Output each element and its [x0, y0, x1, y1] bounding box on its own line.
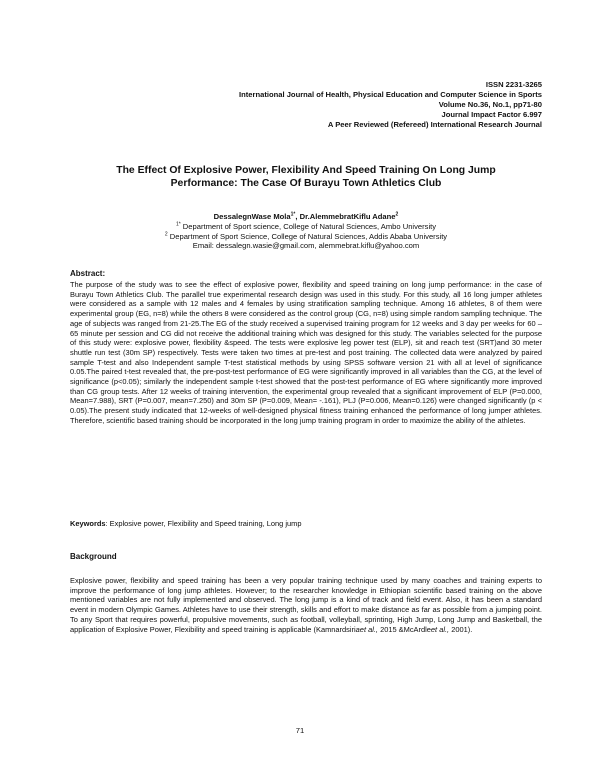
citation-mid: 2015 &McArdle [378, 624, 431, 634]
affiliation-2 [70, 232, 542, 242]
background-paragraph: Explosive power, flexibility and speed training has been a very popular training technique used by many coaches and training experts to improve the performance of long jump athletes. However; to the researcher knowledge in Ethiopian scientific based training on the above mentioned variables are not fully implemented and observed. The long jump is a kind of track and field event. Also, it has been a standard event in modern Olympic Games. Athletes have to use their strength, skills and effort to make distance as far as possible from a jumping point. To any Sport that requires powerful, propulsive movements, such as football, volleyball, sprinting, High Jump, Long Jump and Basketball, the application of Explosive Power, Flexibility and speed training is applicable (Kamnardsiri [70, 576, 542, 634]
impact-factor: Journal Impact Factor 6.997 [441, 110, 542, 119]
peer-review-note: A Peer Reviewed (Refereed) International Research Journal [327, 120, 542, 129]
journal-volume: Volume No.36, No.1, pp71-80 [438, 100, 542, 109]
citation-end: 2001). [449, 624, 473, 634]
author-block [70, 212, 542, 251]
citation-2-etal: et al., [430, 624, 450, 634]
title-line-2: Performance: The Case Of Burayu Town Athletics Club [170, 178, 442, 189]
author-names [70, 212, 542, 222]
background-text [70, 576, 542, 634]
affiliation-1 [70, 222, 542, 232]
abstract-heading: Abstract: [70, 269, 106, 278]
title-line-1: The Effect Of Explosive Power, Flexibility And Speed Training On Long Jump [116, 165, 496, 176]
background-heading: Background [70, 552, 117, 561]
author-1: DessalegnWase Mola [213, 212, 291, 221]
author-separator: , [295, 212, 300, 221]
issn: ISSN 2231-3265 [485, 80, 542, 89]
journal-header [239, 80, 542, 130]
author-1-sup: 1* [290, 211, 296, 218]
keywords-text: : Explosive power, Flexibility and Speed training, Long jump [105, 519, 302, 528]
citation-1-etal: aet al., [355, 624, 378, 634]
abstract-text: The purpose of the study was to see the effect of explosive power, flexibility and speed training on long jump performance: in the case of Burayu Town Athletics Club. The parallel true experimental research design was used in this study. For this study, all 16 long jumper athletes were considered as a sample with 12 males and 4 females by using stratification sampling technique. Among 16 athletes, 8 of them were experimental group (EG, n=8) while the others 8 were considered as the control group (CG, n=8) using simple random sampling technique. The age of subjects was ranged from 21-25.The EG of the study received a supervised training program for 12 weeks and 3 day per weeks for 60 – 65 minute per session and CG did not receive the additional training which was designed for this study. The variables selected for the purpose of this study were: explosive power, flexibility &speed. The tests were explosive leg power test (ELP), sit and reach test (SRT)and 30 meter shuttle run test (30m SP) respectively. Tests were taken two times at pre-test and post training. The collected data were analyzed by paired sample T-test and also Independent sample T-test statistical methods by using SPSS software version 21 with all at level of significance 0.05.The paired t-test revealed that, the pre-post-test performance of EG were significantly improved in all variables than the CG, at the level of significance (p<0.05); similarly the independent sample t-test showed that the post-test performance of EG where significantly more improved than CG group tests. After 12 weeks of training intervention, the experimental group revealed that a significant improvement of ELP (P=0.000, Mean=7.988), SRT (P=0.007, mean=7.250) and 30m SP (P=0.009, Mean= -.161), PLJ (P=0.006, Mean=0.126) were changed significantly (p < 0.05).The present study indicated that 12-weeks of well-designed physical fitness training enhanced the performance of long jumper athletes. Therefore, scientific based training should be incorporated in the long jump training program in order to maximize the ability of the athletes. [70, 280, 542, 425]
affiliation-1-sup: 1* [175, 221, 181, 228]
paper-title [70, 164, 542, 190]
affiliation-2-sup: 2 [164, 231, 168, 238]
author-2: Dr.AlemmebratKiflu Adane [299, 212, 396, 221]
author-email: Email: dessalegn.wasie@gmail.com, alemmebrat.kiflu@yahoo.com [192, 241, 420, 251]
author-2-sup: 2 [395, 211, 399, 218]
keywords-label: Keywords [70, 519, 106, 528]
affiliation-1-text: Department of Sport science, College of Natural Sciences, Ambo University [180, 221, 437, 231]
keywords [70, 519, 542, 529]
affiliation-2-text: Department of Sport Science, College of Natural Sciences, Addis Ababa University [167, 231, 448, 241]
journal-name: International Journal of Health, Physical Education and Computer Science in Sports [239, 90, 542, 99]
page-number: 71 [295, 726, 305, 735]
